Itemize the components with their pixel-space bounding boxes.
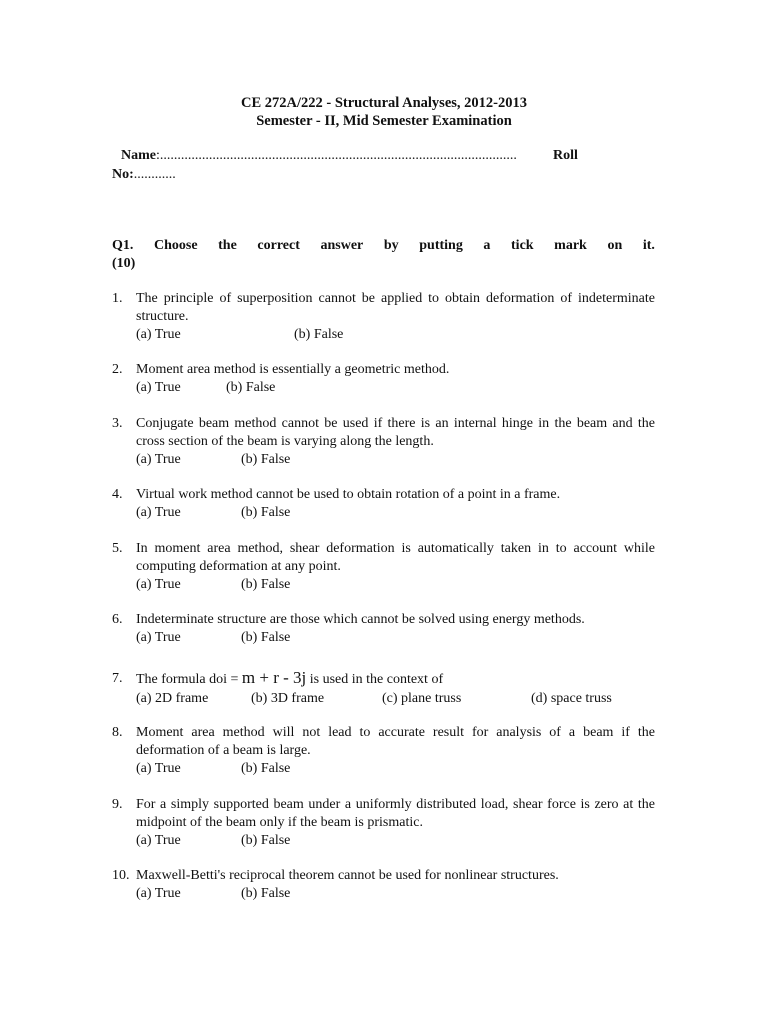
roll-field-line [112,166,176,184]
q1-word: Choose [153,238,198,253]
roll-label: Roll [553,148,578,163]
question-item [112,486,655,522]
question-item [112,724,655,778]
question-number: 7. [112,671,123,686]
question-item [112,796,655,850]
option-true[interactable]: (a) True [136,630,181,645]
question-text [136,668,655,690]
q1-word: answer [320,238,364,253]
question-text: The principle of superposition cannot be applied to obtain deformation of indeterminate structure. [136,291,655,324]
question-text: Maxwell-Betti's reciprocal theorem cannot be used for nonlinear structures. [136,868,559,883]
answer-options [136,885,655,903]
option-3d-frame[interactable]: (b) 3D frame [251,691,325,706]
question-text: Moment area method is essentially a geometric method. [136,362,450,377]
name-dots: :...................................................................................................... [156,148,517,163]
answer-options [136,326,655,344]
question-number: 9. [112,797,123,812]
option-false[interactable]: (b) False [241,886,291,901]
question-number: 5. [112,541,123,556]
option-true[interactable]: (a) True [136,761,181,776]
q1-word: mark [554,238,587,253]
answer-options [136,451,655,469]
q1-word: the [218,238,237,253]
option-true[interactable]: (a) True [136,886,181,901]
formula-rhs: m + r - 3j [241,668,307,687]
option-false[interactable]: (b) False [241,505,291,520]
name-field-line [121,147,581,165]
option-true[interactable]: (a) True [136,577,181,592]
question-text-before: The formula [136,672,210,687]
answer-options [136,760,655,778]
q1-marks: (10) [112,256,136,271]
question-text-after: is used in the context of [306,672,444,687]
option-true[interactable]: (a) True [136,327,181,342]
question-number: 4. [112,487,123,502]
answer-options [136,379,655,397]
question-number: 10. [112,868,130,883]
q1-word: by [383,238,399,253]
option-false[interactable]: (b) False [241,577,291,592]
question-item [112,611,655,647]
question-text: For a simply supported beam under a uniformly distributed load, shear force is zero at the midpoint of the beam only if the beam is prismatic. [136,797,655,830]
question-number: 1. [112,291,123,306]
answer-options [136,690,655,708]
exam-title: Semester - II, Mid Semester Examination [256,113,512,129]
q1-word: putting [419,238,463,253]
q1-word: Q1. [112,238,134,253]
question-item [112,668,655,708]
q1-word: on [607,238,623,253]
answer-options [136,576,655,594]
q1-word: it. [642,238,655,253]
option-false[interactable]: (b) False [241,833,291,848]
question-item [112,361,655,397]
q1-word: a [483,238,491,253]
option-2d-frame[interactable]: (a) 2D frame [136,691,209,706]
question-item [112,290,655,344]
question-text: Indeterminate structure are those which cannot be solved using energy methods. [136,612,585,627]
formula-lhs: doi = [209,672,242,687]
option-false[interactable]: (b) False [226,380,276,395]
question-number: 8. [112,725,123,740]
question-item [112,540,655,594]
option-false[interactable]: (b) False [241,452,291,467]
answer-options [136,832,655,850]
question-item [112,867,655,903]
q1-word: tick [511,238,534,253]
option-true[interactable]: (a) True [136,505,181,520]
question-item [112,415,655,469]
option-plane-truss[interactable]: (c) plane truss [382,691,462,706]
q1-instruction [112,237,655,255]
course-title: CE 272A/222 - Structural Analyses, 2012-2013 [241,95,527,111]
roll-no-label: No: [112,167,134,182]
question-number: 2. [112,362,123,377]
question-number: 6. [112,612,123,627]
option-true[interactable]: (a) True [136,452,181,467]
answer-options [136,504,655,522]
name-label: Name [121,148,156,163]
option-true[interactable]: (a) True [136,833,181,848]
question-text: Virtual work method cannot be used to obtain rotation of a point in a frame. [136,487,561,502]
answer-options [136,629,655,647]
question-text: Moment area method will not lead to accurate result for analysis of a beam if the deformation of a beam is large. [136,725,655,758]
option-true[interactable]: (a) True [136,380,181,395]
question-text: Conjugate beam method cannot be used if there is an internal hinge in the beam and the cross section of the beam is varying along the length. [136,416,655,449]
roll-dots: ............ [133,167,176,182]
option-space-truss[interactable]: (d) space truss [531,691,612,706]
q1-word: correct [257,238,300,253]
option-false[interactable]: (b) False [294,327,344,342]
option-false[interactable]: (b) False [241,630,291,645]
question-text: In moment area method, shear deformation is automatically taken in to account while computing deformation at any point. [136,541,655,574]
question-1-heading [112,237,655,273]
option-false[interactable]: (b) False [241,761,291,776]
question-number: 3. [112,416,123,431]
